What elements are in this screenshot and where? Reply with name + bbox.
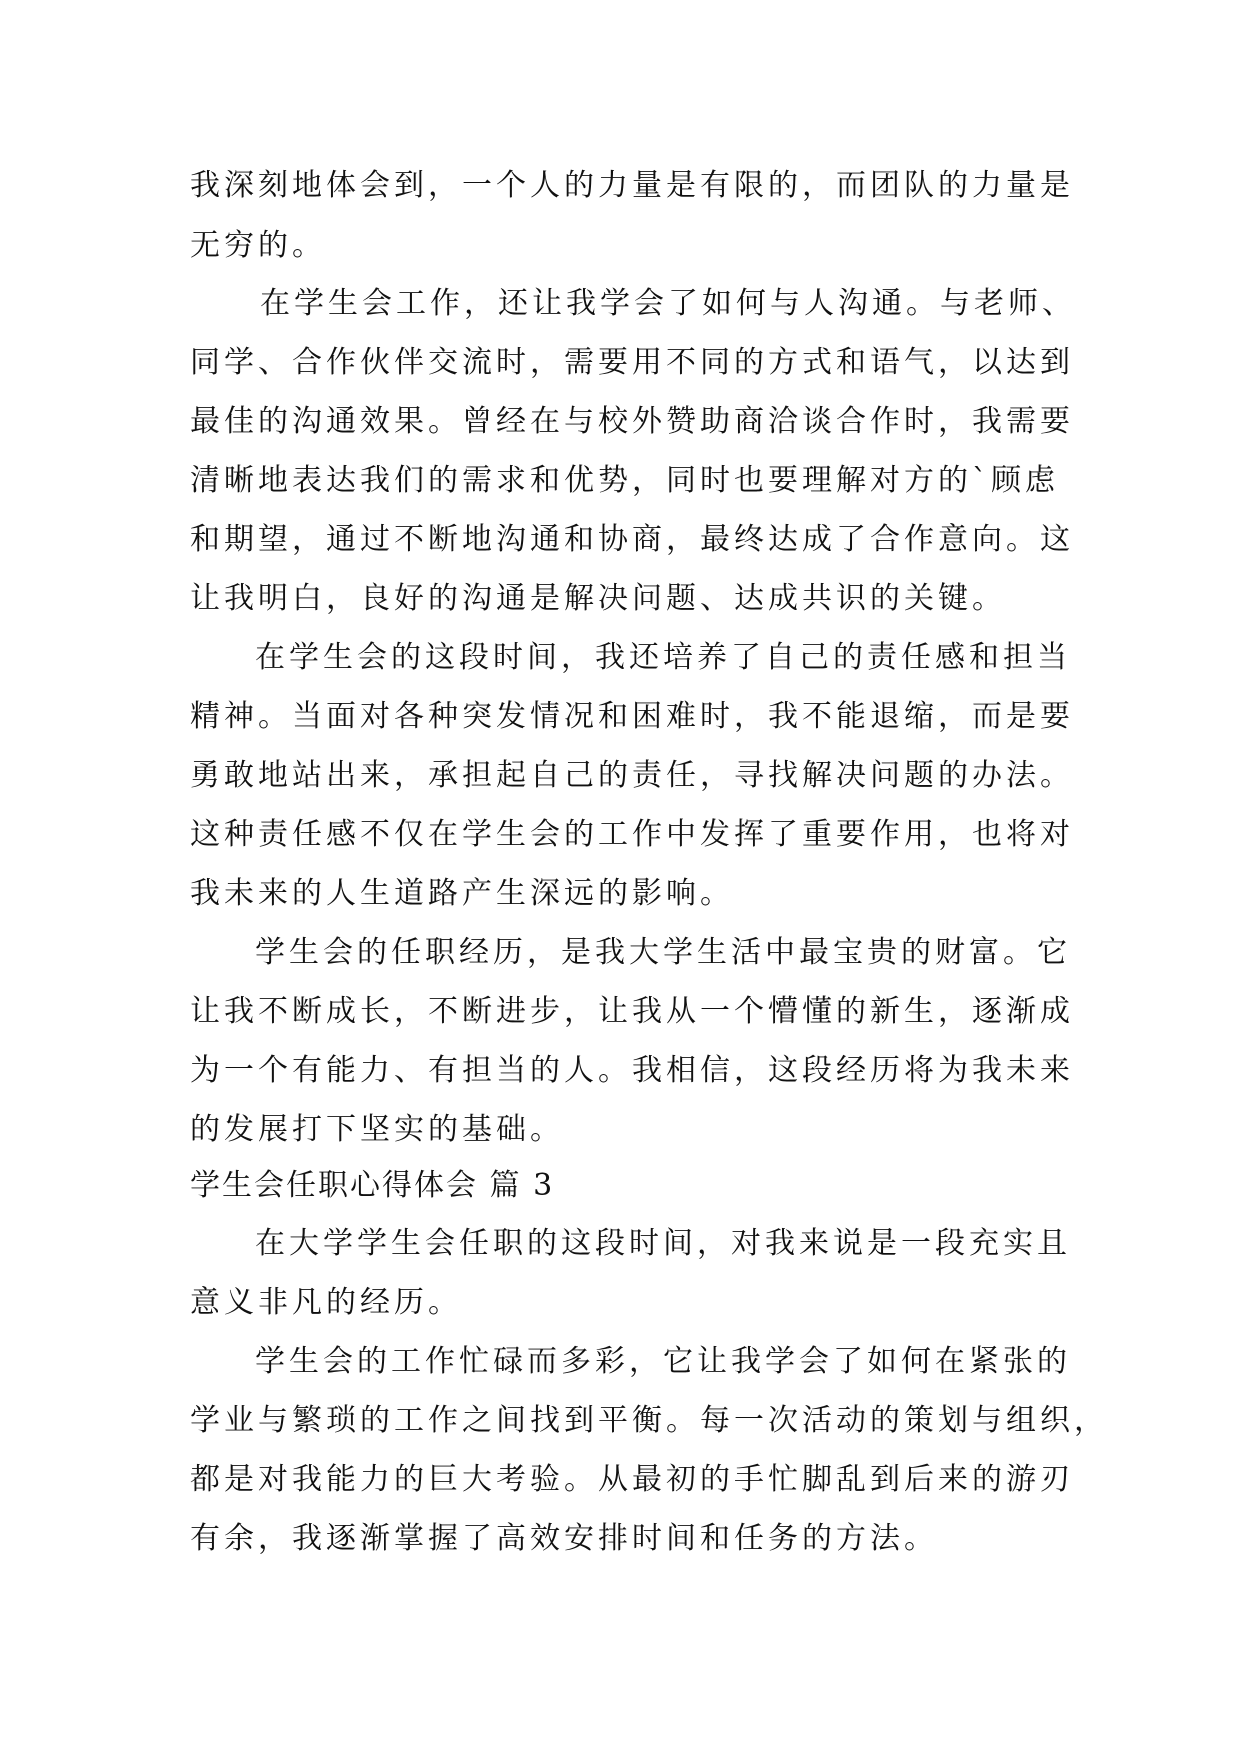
paragraph-line: 勇敢地站出来，承担起自己的责任，寻找解决问题的办法。 [190, 758, 1074, 793]
paragraph-line: 学业与繁琐的工作之间找到平衡。每一次活动的策划与组织， [190, 1403, 1108, 1438]
paragraph-line: 的发展打下坚实的基础。 [190, 1112, 564, 1147]
paragraph-line: 学生会的任职经历，是我大学生活中最宝贵的财富。它 [255, 935, 1071, 970]
paragraph-line: 让我明白，良好的沟通是解决问题、达成共识的关键。 [190, 581, 1006, 616]
paragraph-line: 我未来的人生道路产生深远的影响。 [190, 876, 734, 911]
paragraph-line: 在学生会工作，还让我学会了如何与人沟通。与老师、 [260, 286, 1076, 321]
paragraph-line: 在大学学生会任职的这段时间，对我来说是一段充实且 [255, 1226, 1071, 1261]
paragraph-line: 这种责任感不仅在学生会的工作中发挥了重要作用，也将对 [190, 817, 1074, 852]
paragraph-line: 学生会的工作忙碌而多彩，它让我学会了如何在紧张的 [255, 1344, 1071, 1379]
paragraph-line: 最佳的沟通效果。曾经在与校外赞助商洽谈合作时，我需要 [190, 404, 1074, 439]
paragraph-line: 为一个有能力、有担当的人。我相信，这段经历将为我未来 [190, 1053, 1074, 1088]
paragraph-line: 我深刻地体会到，一个人的力量是有限的，而团队的力量是 [190, 168, 1074, 203]
paragraph-line: 在学生会的这段时间，我还培养了自己的责任感和担当 [255, 640, 1071, 675]
paragraph-line: 让我不断成长，不断进步，让我从一个懵懂的新生，逐渐成 [190, 994, 1074, 1029]
paragraph-line: 和期望，通过不断地沟通和协商，最终达成了合作意向。这 [190, 522, 1074, 557]
paragraph-line: 精神。当面对各种突发情况和困难时，我不能退缩，而是要 [190, 699, 1074, 734]
paragraph-line: 意义非凡的经历。 [190, 1285, 462, 1320]
paragraph-line: 同学、合作伙伴交流时，需要用不同的方式和语气，以达到 [190, 345, 1074, 380]
paragraph-line: 清晰地表达我们的需求和优势，同时也要理解对方的`顾虑 [190, 463, 1059, 498]
paragraph-line: 无穷的。 [190, 228, 326, 263]
paragraph-line: 都是对我能力的巨大考验。从最初的手忙脚乱到后来的游刃 [190, 1462, 1074, 1497]
paragraph-line: 有余，我逐渐掌握了高效安排时间和任务的方法。 [190, 1521, 938, 1556]
section-heading: 学生会任职心得体会 篇 3 [190, 1168, 555, 1203]
